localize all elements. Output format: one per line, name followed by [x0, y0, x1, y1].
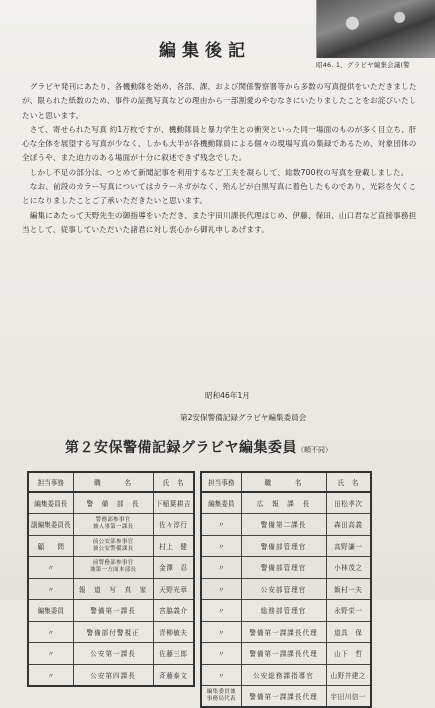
cell-role: 編集委員長: [28, 492, 73, 514]
publication-date: 昭和46年1月: [205, 391, 250, 400]
cell-name: 宇田川信一: [326, 686, 371, 708]
committee-heading-text: 第２安保警備記録グラビヤ編集委員: [65, 440, 297, 456]
left-table-body: [28, 492, 194, 686]
cell-role: 副編集委員長: [28, 514, 73, 536]
cell-name: 山野井建之: [326, 664, 371, 686]
cell-name: 山下 哲: [326, 643, 371, 665]
cell-role: 〃: [28, 621, 73, 643]
table-row: [28, 621, 194, 643]
page-title: 編集後記: [159, 41, 251, 61]
header-role: 担当事務: [28, 472, 73, 492]
cell-name: 永野栄一: [326, 600, 371, 622]
cell-role: 〃: [201, 578, 241, 600]
cell-role: 〃: [201, 643, 241, 665]
cell-name: 佐藤三郎: [153, 643, 194, 665]
committee-signature: 第2安保警備記録グラビヤ編集委員会: [180, 413, 307, 422]
meeting-photo: [316, 0, 435, 58]
header-name: 氏 名: [326, 472, 371, 492]
cell-post: 警備第一課課長代理: [241, 686, 326, 708]
cell-role: 〃: [201, 600, 241, 622]
table-row: [201, 600, 371, 622]
afterword-body: [22, 80, 422, 237]
cell-role: 編集委員: [28, 600, 73, 622]
cell-post: 警備第一課長: [73, 600, 153, 622]
paragraph-5: 編集にあたって天野先生の御指導をいただき、また宇田川課長代理はじめ、伊藤、保田、山口君など直接事務担当として、従事していただいた諸君に対し衷心から御礼申しあげます。: [22, 210, 417, 234]
header-post: 職 名: [73, 472, 153, 492]
table-row: [28, 492, 194, 514]
cell-post: 総務部管理官: [241, 600, 326, 622]
cell-name: 金澤 忍: [153, 557, 194, 579]
cell-post: 前警務部参事官 兼第一方面本部長: [73, 557, 153, 579]
paragraph-2: さて、寄せられた写真 約1万枚ですが、機動隊員と暴力学生との衝突といった同一場面のものが多く目立ち、肝心な全体を展望する写真が少なく、しかも大半が各機動隊員による個々の現場写真の集録であるため、対象団体の全ぼうや、また迫力のある場面が十分に叙述できず残念でした。: [22, 124, 417, 163]
table-row: [201, 621, 371, 643]
table-row: [28, 664, 194, 686]
cell-post: 警備部管理官: [241, 557, 326, 579]
table-row: [201, 535, 371, 557]
cell-name: 佐々淳行: [153, 514, 194, 536]
cell-post: 公安第一課長: [73, 643, 153, 665]
cell-name: 飯村一夫: [326, 578, 371, 600]
cell-name: 宮脇義介: [153, 600, 194, 622]
cell-name: 森田高義: [326, 514, 371, 536]
cell-role: 〃: [28, 643, 73, 665]
header-role: 担当事務: [201, 472, 241, 492]
committee-table-right: [200, 471, 372, 708]
table-row: [201, 643, 371, 665]
table-header-row: [201, 472, 371, 492]
cell-post: 警務部参事官 兼人事第一課長: [73, 514, 153, 536]
table-row: [28, 643, 194, 665]
cell-name: 下稲葉耕吉: [153, 492, 194, 514]
cell-role: 〃: [28, 578, 73, 600]
header-post: 職 名: [241, 472, 326, 492]
cell-post: 公安総務課指導官: [241, 664, 326, 686]
table-row: [201, 686, 371, 708]
committee-heading: [65, 437, 332, 457]
cell-name: 高野謙一: [326, 535, 371, 557]
table-row: [201, 492, 371, 514]
cell-post: 警備第一課課長代理: [241, 643, 326, 665]
cell-role: 編集委員兼 事務局代表: [201, 686, 241, 708]
cell-post: 警 備 部 長: [73, 492, 153, 514]
committee-table-left: [27, 471, 195, 687]
cell-role: 〃: [201, 535, 241, 557]
cell-post: 警備第一課課長代理: [241, 621, 326, 643]
cell-role: 編集委員: [201, 492, 241, 514]
table-row: [28, 535, 194, 557]
table-row: [201, 557, 371, 579]
cell-role: 〃: [201, 514, 241, 536]
photo-caption: 昭46. 1、グラビヤ編集会議(警: [316, 61, 410, 69]
cell-role: 顧 問: [28, 535, 73, 557]
cell-role: 〃: [201, 557, 241, 579]
cell-name: 道具 保: [326, 621, 371, 643]
table-row: [201, 578, 371, 600]
table-row: [28, 514, 194, 536]
right-table-body: [201, 492, 371, 707]
cell-name: 小林茂之: [326, 557, 371, 579]
cell-role: 〃: [201, 664, 241, 686]
cell-post: 報 道 写 真 家: [73, 578, 153, 600]
cell-post: 公安第四課長: [73, 664, 153, 686]
cell-post: 公安部管理官: [241, 578, 326, 600]
header-name: 氏 名: [153, 472, 194, 492]
cell-post: 警備第二課長: [241, 514, 326, 536]
table-row: [28, 578, 194, 600]
paragraph-1: グラビヤ発刊にあたり、各機動隊を始め、各部、課、および関係警察署等から多数の写真提供をいただきましたが、限られた紙数のため、事件の証拠写真などの理由から一部割愛のやむなきにいたりましたことをお詫びいたしたいと思います。: [22, 82, 417, 120]
cell-name: 村上 健: [153, 535, 194, 557]
table-row: [28, 557, 194, 579]
cell-post: 前公安部参事官 兼公安警備課長: [73, 535, 153, 557]
cell-post: 警備部管理官: [241, 535, 326, 557]
cell-name: 天野光章: [153, 578, 194, 600]
table-header-row: [28, 472, 194, 492]
order-note: （順不同）: [297, 446, 332, 454]
cell-name: 斉藤泰文: [153, 664, 194, 686]
cell-post: 広 報 課 長: [241, 492, 326, 514]
cell-role: 〃: [28, 557, 73, 579]
table-row: [28, 600, 194, 622]
cell-role: 〃: [28, 664, 73, 686]
paragraph-4: なお、前段のカラー写真についてはカラーネガがなく、殆んどが白黒写真に着色したものであり、光彩を欠くことになりましたことご了承いただきたいと思います。: [22, 182, 417, 206]
cell-role: 〃: [201, 621, 241, 643]
cell-name: 青柳敏夫: [153, 621, 194, 643]
cell-post: 警備部付警視正: [73, 621, 153, 643]
table-row: [201, 514, 371, 536]
paragraph-3: しかし不足の部分は、つとめて新聞記事を利用するなど工夫を凝らして、総数700枚の写真を登載しました。: [22, 167, 409, 177]
table-row: [201, 664, 371, 686]
cell-name: 田松孝次: [326, 492, 371, 514]
